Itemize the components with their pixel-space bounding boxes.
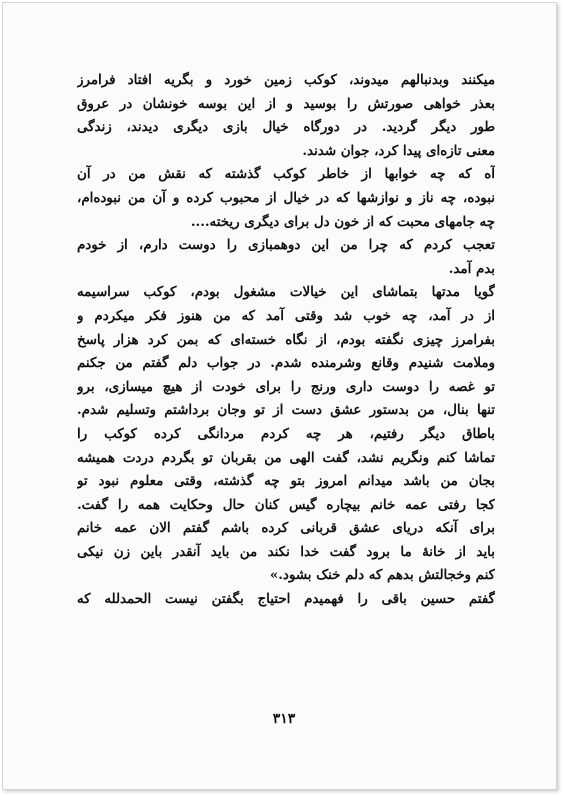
text-line: گفتم حسین باقی را فهمیدم احتیاج بگفتن نیست الحمدلله که [77,591,495,608]
text-line: بجان من باشد میدانم امروز بتو چه گذشته، وقتی معلوم نبود تو [77,473,495,490]
text-line: تو غصه را دوست داری ورنج را برای خودت از هیچ میسازی، برو [77,378,495,395]
text-line: تعجب کردم که چرا من این دوهمبازی را دوست دارم، از خودم [77,237,495,254]
text-line: معنی تازه‌ای پیدا کرد، جوان شدند. [302,142,495,159]
text-line: باید از خانهٔ ما برود گفت خدا نکند من باید آنقدر باین زن نیکی [77,543,495,560]
text-line: بدم آمد. [448,260,495,277]
text-line: گویا مدتها بتماشای این خیالات مشغول بودم، کوکب سراسیمه [77,284,495,301]
text-line: وملامت شنیدم وقانع وشرمنده شدم. در جواب دلم گفتم من جکنم [77,355,495,372]
text-line: باطاق دیگر رفتیم، هر چه کردم مردانگی کرده کوکب را [77,425,495,442]
body-text [77,69,495,612]
text-line: برای آنکه دریای عشق قربانی کرده باشم گفتم الان عمه خانم [77,520,495,537]
text-line: نبوده، چه ناز و نوازشها که در خیال از محبوب کرده و آن من نبوده‌ام، [77,189,495,206]
text-line: تنها بنال، من بدستور عشق دست از تو وجان برداشتم وتسلیم شدم. [77,402,495,419]
text-line: تماشا کنم ونگریم نشد، گفت الهی من بقربان تو بگردم دردت همیشه [77,449,495,466]
text-line: میکنند وبدنبالهم میدوند، کوکب زمین خورد و بگریه افتاد فرامرز [77,72,495,88]
page-number: ۳۱۳ [272,711,296,727]
document-page [2,2,557,790]
text-line: از در آمد، چه خوب شد وقتی آمد که من هنوز فکر میکردم و [77,307,495,324]
text-line: طور دیگر گردید. در دورگاه خیال بازی دیگری دیدند، زندگی [77,119,495,136]
text-line: بعذر خواهی صورتش را بوسید و از این بوسه خونشان در عروق [77,95,495,112]
text-line: چه جامهای محبت که از خون دل برای دیگری ریخته.... [190,213,495,230]
text-line: بفرامرز چیزی نگفته بودم، از نگاه خسته‌ای که بمن کرد هزار پاسخ [77,331,495,348]
text-line: کجا رفتی عمه خانم بیچاره گیس کنان حال وحکایت همه را گفت. [77,496,495,513]
text-line: کنم وخجالتش بدهم که دلم خنک بشود.» [269,567,495,584]
text-line: آه که چه خوابها از خاطر کوکب گذشته که نقش من در آن [77,166,495,183]
